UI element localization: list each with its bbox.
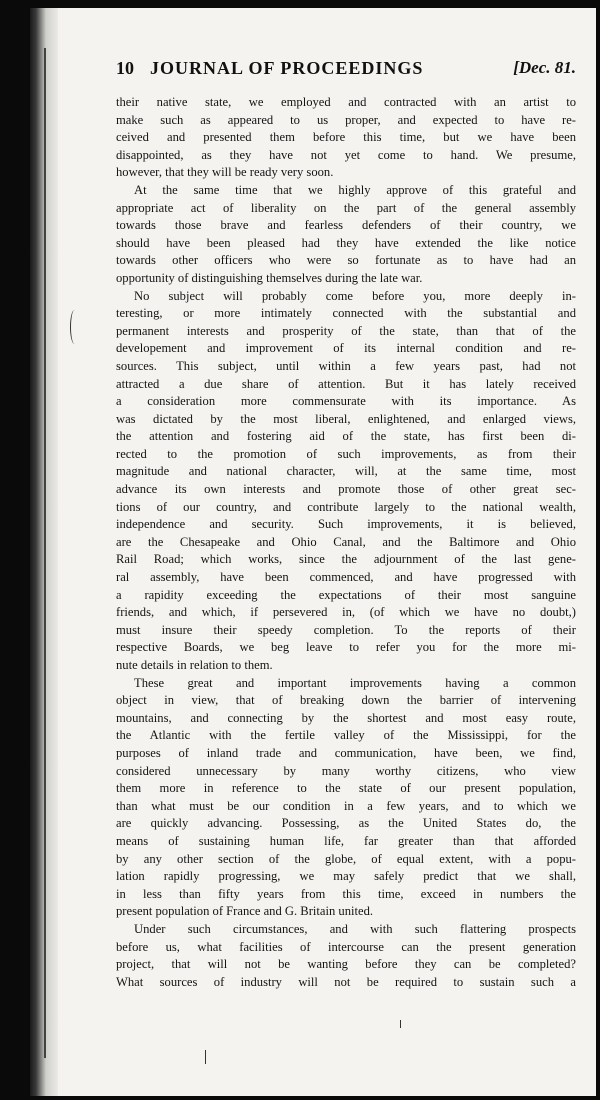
text-line: What sources of industry will not be required to sustain such a [116, 974, 576, 989]
text-line: attracted a due share of attention. But it has lately received [116, 376, 576, 391]
text-line: are the Chesapeake and Ohio Canal, and the Baltimore and Ohio [116, 534, 576, 549]
text-line: At the same time that we highly approve of this grateful and [134, 182, 576, 197]
text-line: respective Boards, we beg leave to refer you for the more mi- [116, 640, 576, 655]
text-line: friends, and which, if persevered in, (of which we have no doubt,) [116, 605, 576, 620]
text-line: must insure their speedy completion. To the reports of their [116, 622, 576, 637]
text-line: independence and security. Such improvements, it is believed, [116, 517, 576, 532]
paragraph [116, 675, 576, 921]
text-line: a rapidity exceeding the expectations of their most sanguine [116, 587, 576, 602]
text-line: No subject will probably come before you, more deeply in- [134, 288, 576, 303]
scan-speck [205, 1050, 206, 1064]
text-line: towards those brave and fearless defenders of their country, we [116, 218, 576, 233]
text-line: sources. This subject, until within a few years past, had not [116, 358, 576, 373]
text-line: by any other section of the globe, of equal extent, with a popu- [116, 851, 576, 866]
running-head: JOURNAL OF PROCEEDINGS [150, 58, 424, 78]
body-text [116, 94, 576, 991]
paragraph [116, 94, 576, 182]
text-line: considered unnecessary by many worthy citizens, who view [116, 763, 576, 778]
text-line: These great and important improvements having a common [134, 675, 576, 690]
text-line: than what must be our condition in a few years, and to which we [116, 798, 576, 813]
text-line: rected to the promotion of such improvements, as from their [116, 446, 576, 461]
text-line: developement and improvement of its internal condition and re- [116, 341, 576, 356]
paragraph [116, 921, 576, 991]
text-line: disappointed, as they have not yet come to hand. We presume, [116, 147, 576, 162]
text-line: make such as appeared to us proper, and expected to have re- [116, 112, 576, 127]
text-line: nute details in relation to them. [116, 658, 273, 672]
text-line: purposes of inland trade and communication, have been, we find, [116, 745, 576, 760]
page-number: 10 [116, 58, 134, 78]
text-line: Under such circumstances, and with such flattering prospects [134, 921, 576, 936]
book-binding-edge [30, 8, 58, 1096]
text-line: Rail Road; which works, since the adjournment of the last gene- [116, 552, 576, 567]
text-line: a consideration more commensurate with its importance. As [116, 394, 576, 409]
text-line: are quickly advancing. Possessing, as the United States do, the [116, 816, 576, 831]
text-line: project, that will not be wanting before they can be completed? [116, 957, 576, 972]
text-line: them more in reference to the state of our present population, [116, 781, 576, 796]
text-line: opportunity of distinguishing themselves during the late war. [116, 270, 423, 285]
text-line: means of sustaining human life, far greater than that afforded [116, 833, 576, 848]
text-line: present population of France and G. Britain united. [116, 904, 374, 919]
text-line: mountains, and connecting by the shortest and most easy route, [116, 710, 576, 725]
text-line: object in view, that of breaking down the barrier of intervening [116, 693, 576, 708]
scan-speck [400, 1020, 401, 1028]
text-line: permanent interests and prosperity of the state, than that of the [116, 323, 576, 338]
text-line: should have been pleased had they have extended the like notice [116, 235, 576, 250]
text-line: tions of our country, and contribute largely to the national wealth, [116, 499, 576, 514]
text-line: the attention and fostering aid of the state, has first been di- [116, 429, 576, 444]
text-line: before us, what facilities of intercourse can the present generation [116, 939, 576, 954]
paragraph [116, 288, 576, 675]
header-date: [Dec. 81. [513, 58, 576, 77]
text-line: their native state, we employed and contracted with an artist to [116, 95, 576, 109]
page-header [116, 58, 576, 82]
margin-pencil-mark [70, 310, 79, 344]
text-line: teresting, or more intimately connected with the substantial and [116, 306, 576, 321]
scan-artifacts [150, 1010, 450, 1070]
text-line: ral assembly, have been commenced, and have progressed with [116, 570, 576, 585]
text-line: ceived and presented them before this time, but we have been [116, 130, 576, 145]
text-line: appropriate act of liberality on the part of the general assembly [116, 200, 576, 215]
paragraph [116, 182, 576, 288]
text-line: magnitude and national character, will, at the same time, most [116, 464, 576, 479]
text-line: advance its own interests and promote those of other great sec- [116, 482, 576, 497]
text-line: however, that they will be ready very soon. [116, 165, 334, 180]
binding-crease [44, 48, 46, 1058]
text-line: the Atlantic with the fertile valley of the Mississippi, for the [116, 728, 576, 743]
text-line: lation rapidly progressing, we may safely predict that we shall, [116, 869, 576, 884]
text-line: in less than fifty years from this time, exceed in numbers the [116, 886, 576, 901]
text-line: towards other officers who were so fortunate as to have had an [116, 253, 576, 268]
text-line: was dictated by the most liberal, enlightened, and enlarged views, [116, 411, 576, 426]
